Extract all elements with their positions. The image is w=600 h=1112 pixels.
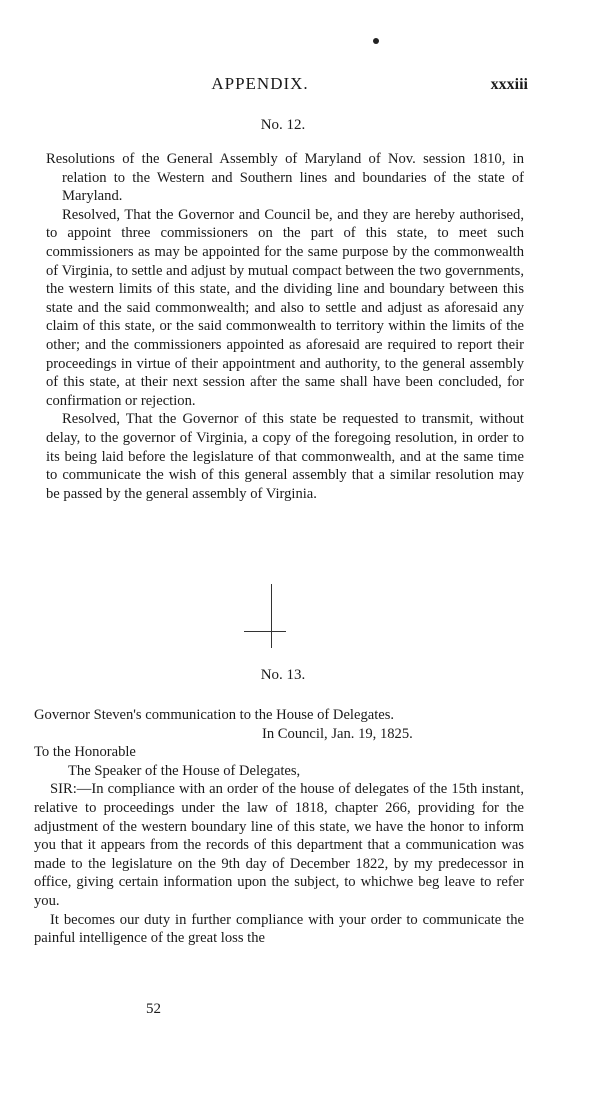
section-13-body — [34, 706, 524, 948]
section-12-number: No. 12. — [260, 117, 306, 133]
section-12-heading: Resolutions of the General Assembly of Maryland of Nov. session 1810, in relation to the Western and Southern lines and boundaries of the state of Maryland. — [46, 151, 524, 205]
section-13-heading: Governor Steven's communication to the House of Delegates. — [34, 707, 395, 723]
address-line-2: The Speaker of the House of Delegates, — [68, 762, 301, 779]
section-12-body — [46, 150, 524, 503]
letter-paragraph-2: It becomes our duty in further compliance with your order to communicate the painful intelligence of the great loss the — [34, 911, 524, 947]
ink-dot — [373, 38, 379, 44]
resolution-1: Resolved, That the Governor and Council be, and they are hereby authorised, to appoint three commissioners on the part of this state, to meet such commissioners as may be appointed for the same purpose by the commonwealth of Virginia, to settle and adjust by mutual compact between the two governments, the western limits of this state, and the dividing line and boundary between this state and the said commonwealth; and also to settle and adjust as aforesaid any claim of this state, or the said commonwealth to territory within the limits of the other; and the commissioners appointed as aforesaid are required to report their proceedings in virtue of their appointment and authority, to the general assembly of this state, at their next session after the same shall have been concluded, for confirmation or rejection. — [46, 206, 524, 409]
letter-paragraph-1: SIR:—In compliance with an order of the house of delegates of the 15th instant, relative to proceedings under the law of 1818, chapter 266, providing for the adjustment of the western boundary line of this state, we have the honor to inform you that it appears from the records of this department that a communication was made to the legislature on the 9th day of December 1822, by my predecessor in office, giving certain information upon the subject, to whichwe beg leave to refer you. — [34, 781, 524, 909]
printer-mark-horizontal — [244, 631, 286, 632]
signature-mark: 52 — [146, 1001, 161, 1017]
dateline: In Council, Jan. 19, 1825. — [262, 725, 413, 742]
running-header-title: APPENDIX. — [211, 74, 309, 93]
page-number: xxxiii — [490, 76, 528, 93]
section-13-number: No. 13. — [260, 667, 306, 683]
address-line-1: To the Honorable — [34, 744, 136, 761]
resolution-2: Resolved, That the Governor of this state be requested to transmit, without delay, to the governor of Virginia, a copy of the foregoing resolution, in order to its being laid before the legislature of that commonwealth, and at the same time to communicate the wish of this general assembly that a similar resolution may be passed by the general assembly of Virginia. — [46, 411, 524, 502]
printer-mark-vertical — [271, 584, 272, 648]
